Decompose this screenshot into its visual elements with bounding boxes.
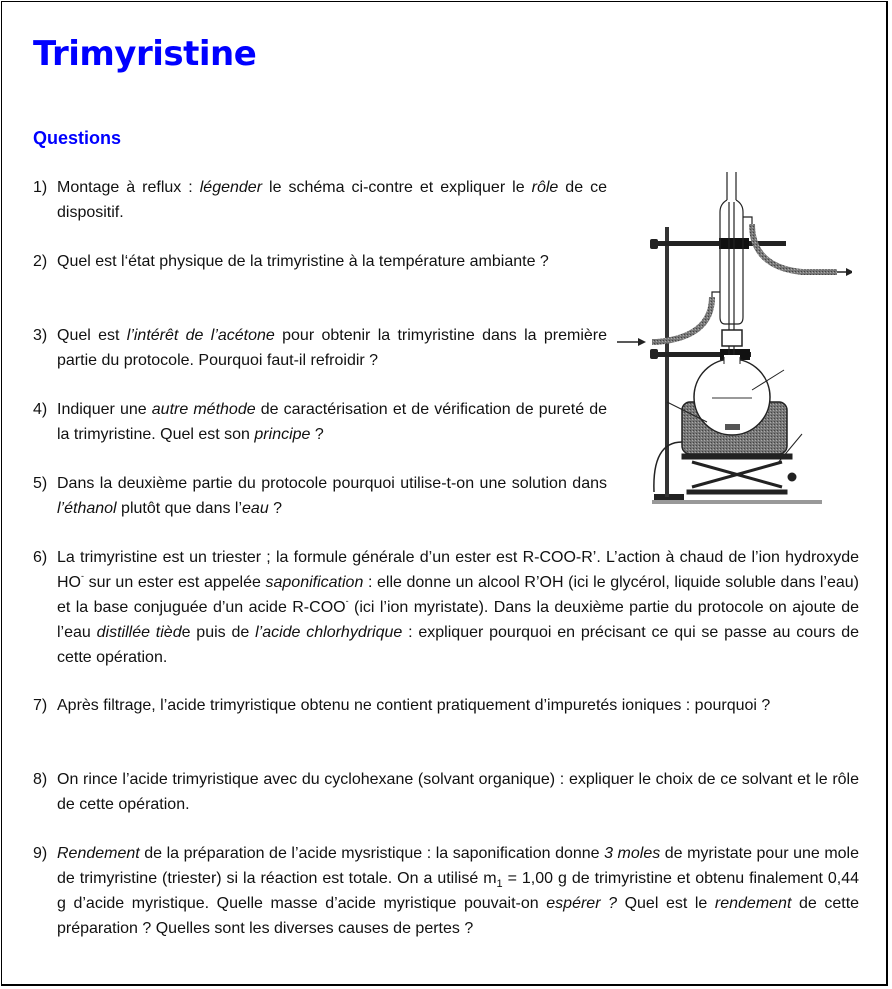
water-inlet-tube-icon bbox=[652, 297, 712, 342]
question-number: 3) bbox=[33, 327, 48, 344]
text-run: - bbox=[345, 596, 349, 606]
clamp-top-icon bbox=[650, 238, 786, 249]
text-run: Quel est l‘état physique de la trimyristine à la température ambiante ? bbox=[57, 253, 549, 270]
text-run: (ici l’ion myristate). Dans la deuxième partie du protocole on ajoute de l’eau bbox=[57, 599, 860, 641]
page-title: Trimyristine bbox=[33, 34, 257, 74]
text-run: de ce dispositif. bbox=[57, 179, 607, 221]
text-run: = 1,00 g de trimyristine et obtenu finalement 0,44 g d’acide myristique. Quelle masse d’acide myristique pouvait-on bbox=[57, 870, 860, 912]
question-5 bbox=[33, 471, 607, 521]
question-9 bbox=[33, 841, 859, 941]
emphasis-text: Rendement bbox=[57, 845, 140, 862]
question-text bbox=[57, 175, 607, 225]
text-run: Montage à reflux : bbox=[57, 179, 200, 196]
emphasis-text: autre méthode bbox=[151, 401, 256, 418]
text-run: : elle donne un alcool R’OH (ici le glycérol, liquide soluble dans l’eau) et la base conjuguée d’un acide R-COO bbox=[57, 574, 859, 616]
emphasis-text: eau bbox=[242, 500, 269, 517]
text-run: On rince l’acide trimyristique avec du cyclohexane (solvant organique) : expliquer le choix de ce solvant et le rôle de cette opération. bbox=[57, 771, 859, 813]
reflux-apparatus-diagram bbox=[612, 172, 852, 507]
question-number: 1) bbox=[33, 179, 48, 196]
text-run: ? bbox=[268, 500, 283, 517]
question-4 bbox=[33, 397, 607, 447]
water-outlet-tube-icon bbox=[752, 224, 837, 272]
text-run: de myristate pour une mole de trimyristine (triester) si la réaction est totale. On a utilisé m bbox=[57, 845, 860, 887]
text-run: de cette préparation ? Quelles sont les diverses causes de pertes ? bbox=[57, 895, 860, 937]
question-number: 4) bbox=[33, 401, 48, 418]
bench-surface bbox=[652, 500, 822, 504]
text-run: de la préparation de l’acide mysristique : la saponification donne bbox=[139, 845, 605, 862]
text-run: Quel est bbox=[57, 327, 127, 344]
question-text bbox=[57, 841, 859, 941]
emphasis-text: saponification bbox=[265, 574, 364, 591]
round-bottom-flask-icon bbox=[694, 355, 770, 435]
question-number: 5) bbox=[33, 475, 48, 492]
question-7 bbox=[33, 693, 859, 718]
emphasis-text: rôle bbox=[531, 179, 559, 196]
text-run: pour obtenir la trimyristine dans la première partie du protocole. Pourquoi faut-il refroidir ? bbox=[57, 327, 608, 369]
question-6 bbox=[33, 545, 859, 670]
question-number: 2) bbox=[33, 253, 48, 270]
text-run: Après filtrage, l’acide trimyristique obtenu ne contient pratiquement d’impuretés ioniques : pourquoi ? bbox=[57, 697, 771, 714]
arrow-right-icon bbox=[846, 268, 852, 276]
emphasis-text: légender bbox=[199, 179, 263, 196]
question-text bbox=[57, 545, 859, 670]
question-number: 9) bbox=[33, 845, 48, 862]
emphasis-text: principe bbox=[254, 426, 311, 443]
text-run: le schéma ci-contre et expliquer le bbox=[262, 179, 532, 196]
section-heading: Questions bbox=[33, 128, 122, 148]
question-8 bbox=[33, 767, 859, 817]
question-text bbox=[57, 397, 607, 447]
question-text bbox=[57, 693, 859, 718]
question-2 bbox=[33, 249, 607, 274]
lab-jack-icon bbox=[682, 454, 796, 494]
emphasis-text: espérer ? bbox=[546, 895, 617, 912]
document-page bbox=[1, 1, 888, 986]
emphasis-text: 3 moles bbox=[604, 845, 661, 862]
question-text bbox=[57, 471, 607, 521]
text-run: ? bbox=[310, 426, 324, 443]
emphasis-text: l’éthanol bbox=[57, 500, 117, 517]
question-3 bbox=[33, 323, 607, 373]
text-run: La trimyristine est un triester ; la formule générale d’un ester est R-COO-R’. L’action à chaud de l’ion hydroxyde HO bbox=[57, 549, 859, 591]
question-number: 8) bbox=[33, 771, 48, 788]
text-run: sur un ester est appelée bbox=[84, 574, 266, 591]
question-number: 6) bbox=[33, 549, 48, 566]
text-run: 1 bbox=[496, 878, 503, 891]
question-number: 7) bbox=[33, 697, 48, 714]
question-text bbox=[57, 767, 859, 817]
text-run: plutôt que dans l’ bbox=[116, 500, 243, 517]
text-run: Indiquer une bbox=[57, 401, 152, 418]
question-text bbox=[57, 323, 607, 373]
text-run: e puis de bbox=[181, 624, 256, 641]
text-run: Dans la deuxième partie du protocole pourquoi utilise-t-on une solution dans bbox=[57, 475, 607, 492]
question-text bbox=[57, 249, 607, 274]
emphasis-text: distillée tièd bbox=[96, 624, 182, 641]
stopper-icon bbox=[722, 330, 742, 346]
text-run: Quel est le bbox=[617, 895, 715, 912]
text-run: : expliquer pourquoi en précisant ce qui se passe au cours de cette opération. bbox=[57, 624, 859, 666]
text-run: de caractérisation et de vérification de pureté de la trimyristine. Quel est son bbox=[57, 401, 608, 443]
arrow-left-in-icon bbox=[638, 338, 646, 346]
text-run: - bbox=[81, 571, 84, 581]
emphasis-text: l’intérêt de l’acétone bbox=[126, 327, 275, 344]
emphasis-text: rendement bbox=[714, 895, 792, 912]
question-1 bbox=[33, 175, 607, 225]
emphasis-text: l’acide chlorhydrique bbox=[255, 624, 403, 641]
